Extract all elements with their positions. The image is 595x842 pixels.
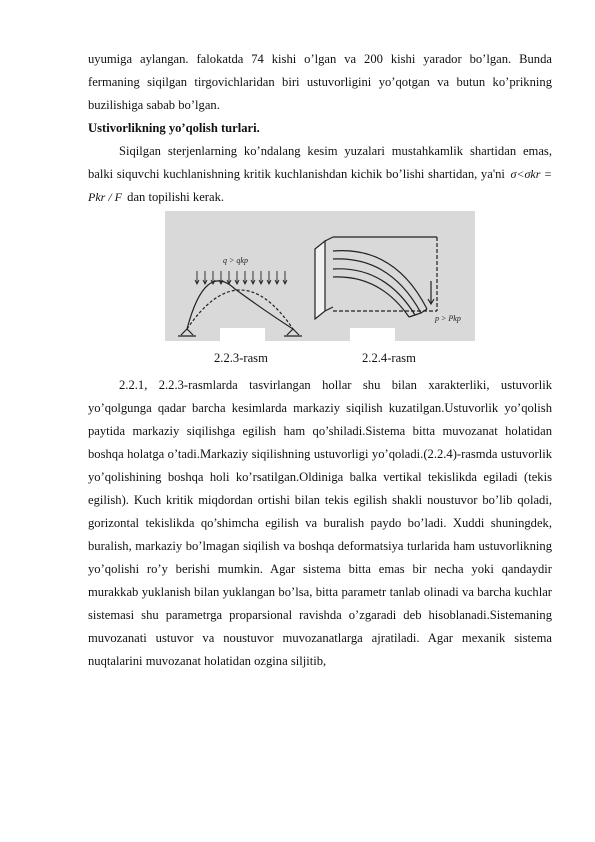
arch-diagram (178, 271, 302, 336)
paragraph-1-text: Siqilgan sterjenlarning ko’ndalang kesim yuzalari mustahkamlik shartidan emas, balki siquvchi kuchlanishning kritik kuchlanishdan kichik bo’lishi shartidan, ya'ni (88, 144, 552, 181)
document-page (88, 48, 552, 673)
paragraph-1-tail: dan topilishi kerak. (127, 190, 225, 204)
beam-load-label: p > Pkp (435, 314, 461, 323)
arch-load-label: q > qkp (223, 256, 248, 265)
critical-stress-formula: σ<σkr = Pkr / F (88, 167, 552, 204)
caption-fig-2-2-4: 2.2.4-rasm (362, 351, 416, 365)
buckling-diagram (165, 211, 475, 341)
figure-captions (88, 347, 552, 370)
paragraph-1 (88, 140, 552, 209)
cantilever-diagram (315, 237, 437, 319)
paragraph-2: 2.2.1, 2.2.3-rasmlarda tasvirlangan hollar shu bilan xarakterliki, ustuvorlik yo’qolgunga qadar barcha kesimlarda markaziy siqilish kuzatilgan.Ustuvorlik yo’qolish paytida markaziy siqilishga egilish ham qo’shiladi.Sistema bitta muvozanat holatidan boshqa holatga o’tadi.Markaziy siqilishning ustuvorligi yo’qoladi.(2.2.4)-rasmda ustuvorlik yo’qolishining boshqa holi ko’rsatilgan.Oldiniga balka vertikal tekislikda egiladi (tekis egilish). Kuch kritik miqdordan ortishi bilan tekis egilish shakli noustuvor bo’lib qoladi, gorizontal tekislikda qo’shimcha egilish va buralish paydo bo’ladi. Xuddi shuningdek, buralish, markaziy bo’lmagan siqilish va boshqa deformatsiya turlarida ham ustuvorlikning yo’qolishi ro’y berishi mumkin. Agar sistema bitta emas bir necha yoki qandaydir murakkab yuklanish bilan yuklangan bo’lsa, bitta parametr tanlab olinadi va barcha kuchlar sistemasi shu parametrga proparsional ravishda o’zgaradi deb hisoblanadi.Sistemaning muvozanati ustuvor va noustuvor muvozanatlarga ajratiladi. Agar mexanik sistema nuqtalarini muvozanat holatidan ozgina siljitib, (88, 378, 552, 668)
section-heading: Ustivorlikning yo’qolish turlari. (88, 121, 260, 135)
caption-fig-2-2-3: 2.2.3-rasm (214, 351, 268, 365)
buckling-figure (165, 211, 475, 341)
figure-area (88, 211, 552, 343)
intro-paragraph: uyumiga aylangan. falokatda 74 kishi o’lgan va 200 kishi yarador bo’lgan. Bunda fermaning siqilgan tirgovichlaridan biri ustuvorligini yo’qotgan va butun ko’prikning buzilishiga sabab bo’lgan. (88, 52, 552, 112)
